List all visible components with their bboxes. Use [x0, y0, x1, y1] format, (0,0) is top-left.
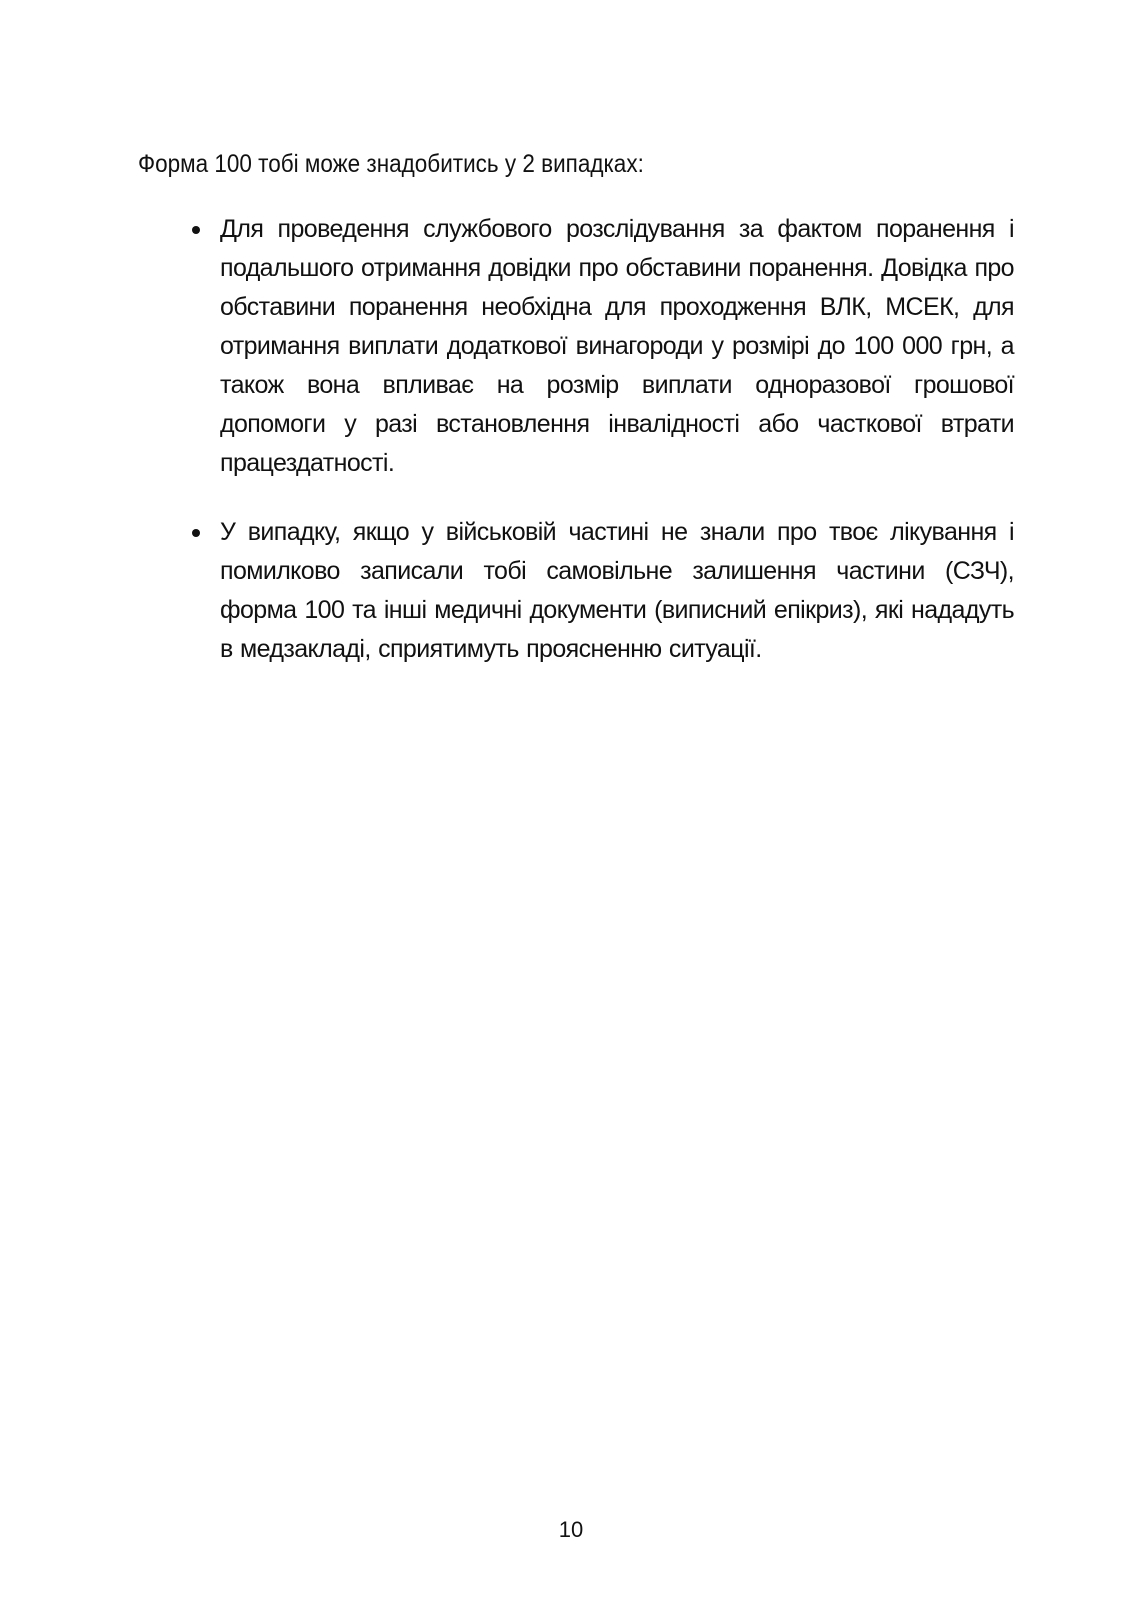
bullet-list [188, 210, 1014, 699]
intro-paragraph: Форма 100 тобі може знадобитись у 2 випадках: [138, 150, 644, 178]
bullet-icon [192, 226, 200, 234]
page-number: 10 [558, 1517, 584, 1542]
list-item-text: У випадку, якщо у військовій частині не знали про твоє лікування і помилково записали тобі самовільне залишення частини (СЗЧ), форма 100 та інші медичні документи (виписний епікриз), які нададуть в медзакладі, сприятимуть проясненню ситуації. [220, 518, 1014, 663]
list-item [188, 513, 1014, 669]
bullet-icon [192, 529, 200, 537]
list-item-text: Для проведення службового розслідування за фактом поранення і подальшого отримання довідки про обставини поранення. Довідка про обставини поранення необхідна для проходження ВЛК, МСЕК, для отримання виплати додаткової винагороди у розмірі до 100 000 грн, а також вона впливає на розмір виплати одноразової грошової допомоги у разі встановлення інвалідності або часткової втрати працездатності. [220, 215, 1014, 477]
list-item [188, 210, 1014, 483]
